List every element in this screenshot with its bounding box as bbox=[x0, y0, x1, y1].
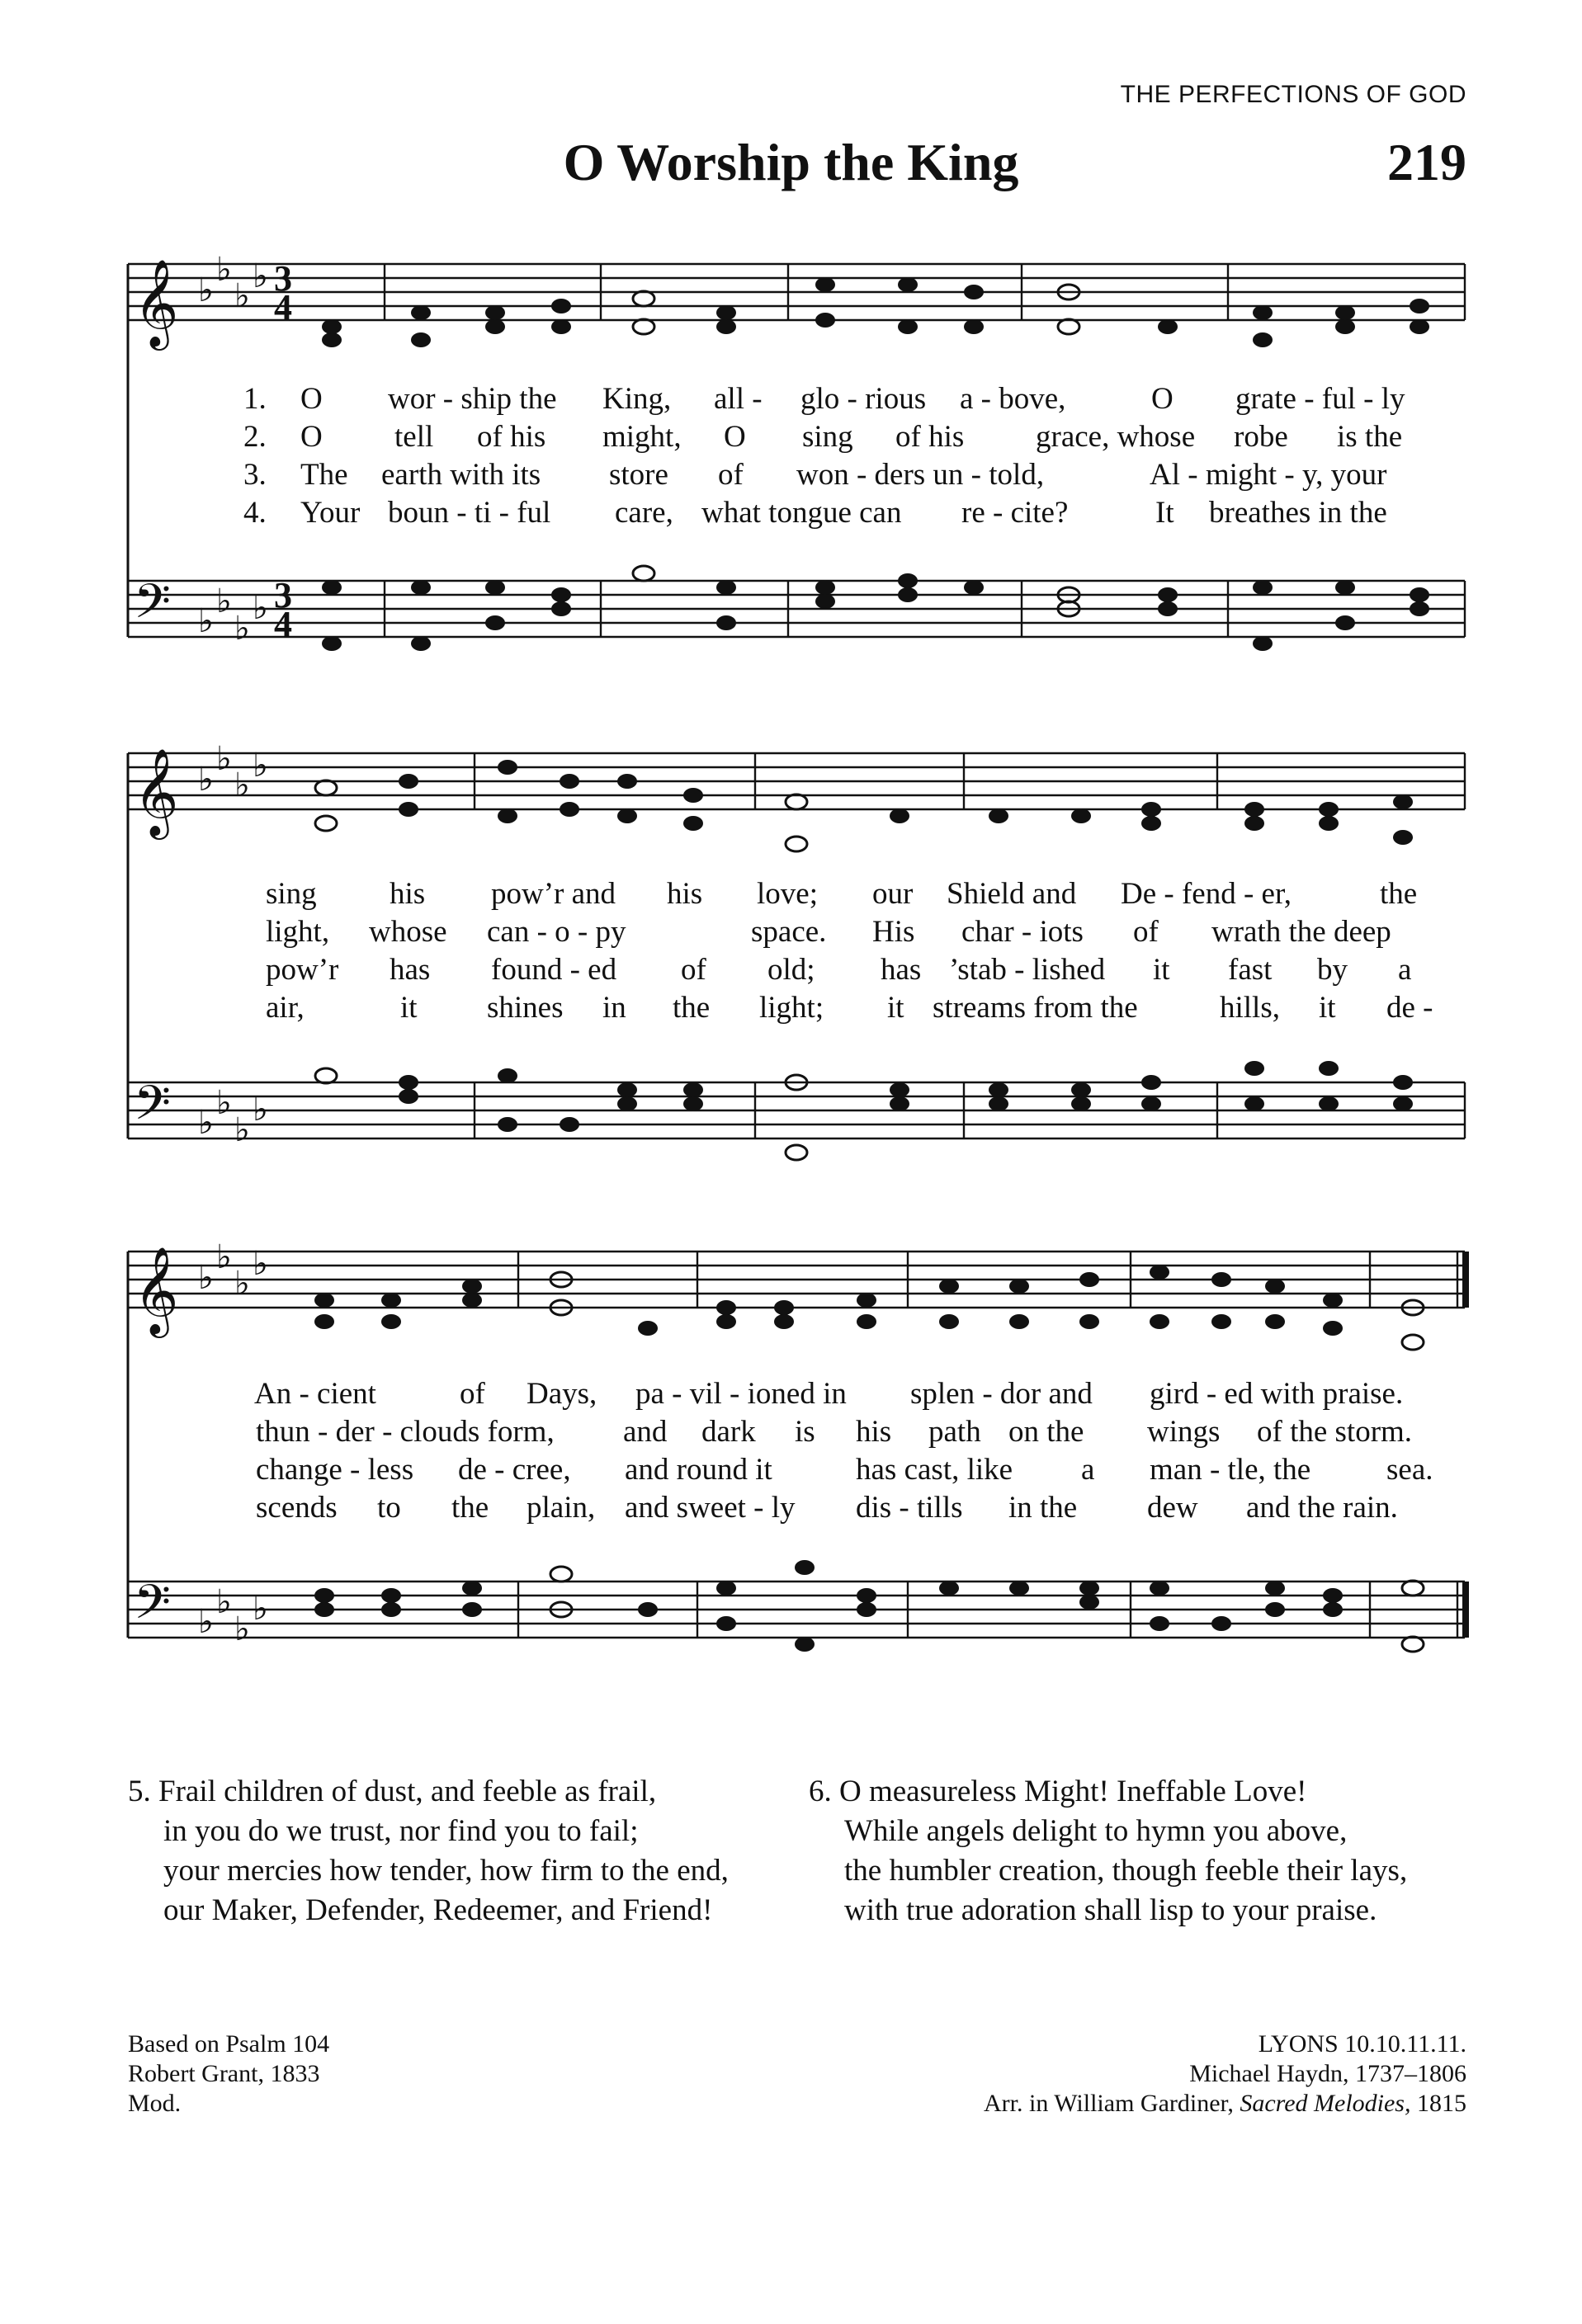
lyric-word: on the bbox=[1008, 1415, 1084, 1449]
credit-line: Robert Grant, 1833 bbox=[128, 2060, 320, 2087]
lyric-word: An - cient bbox=[254, 1377, 376, 1411]
lyric-word: change - less bbox=[256, 1453, 414, 1487]
lyric-word: won - ders un - told, bbox=[796, 458, 1045, 492]
lyric-word: his bbox=[667, 877, 703, 911]
svg-text:♭: ♭ bbox=[198, 1259, 214, 1297]
lyric-word: is bbox=[795, 1415, 815, 1449]
lyric-word: his bbox=[390, 877, 426, 911]
lyric-word: man - tle, the bbox=[1150, 1453, 1311, 1487]
lyric-word: scends bbox=[256, 1491, 338, 1525]
svg-text:♭: ♭ bbox=[234, 277, 250, 315]
svg-text:♭: ♭ bbox=[198, 271, 214, 309]
lyric-word: fast bbox=[1228, 953, 1273, 987]
tune-name: LYONS 10.10.11.11. bbox=[1258, 2030, 1466, 2058]
stanza-line: with true adoration shall lisp to your praise. bbox=[844, 1893, 1377, 1927]
lyric-word: by bbox=[1317, 953, 1348, 987]
svg-text:♭: ♭ bbox=[234, 1265, 250, 1303]
lyric-word: and sweet - ly bbox=[625, 1491, 796, 1525]
lyric-word: pa - vil - ioned in bbox=[635, 1377, 847, 1411]
lyric-word: can - o - py bbox=[487, 915, 626, 949]
lyric-word: earth with its bbox=[381, 458, 541, 492]
lyric-word: has bbox=[390, 953, 431, 987]
svg-text:♭: ♭ bbox=[198, 1603, 214, 1641]
time-sig-top: 3 bbox=[274, 258, 292, 299]
credit-line: Mod. bbox=[128, 2090, 182, 2117]
svg-text:♭: ♭ bbox=[253, 1245, 268, 1283]
lyric-word: The bbox=[300, 458, 348, 492]
lyric-word: our bbox=[872, 877, 914, 911]
svg-text:♭: ♭ bbox=[234, 1610, 250, 1648]
svg-text:♭: ♭ bbox=[253, 747, 268, 785]
lyric-word: light, bbox=[266, 915, 330, 949]
verse-number: 2. bbox=[243, 420, 267, 454]
lyric-word: O bbox=[724, 420, 746, 454]
lyric-word: whose bbox=[369, 915, 447, 949]
lyric-word: wrath the deep bbox=[1211, 915, 1391, 949]
lyric-word: in the bbox=[1008, 1491, 1078, 1525]
svg-text:𝄢: 𝄢 bbox=[134, 1075, 172, 1143]
lyric-word: what tongue can bbox=[701, 496, 902, 530]
lyric-word: of the storm. bbox=[1257, 1415, 1413, 1449]
arrangement-year: 1815 bbox=[1410, 2090, 1466, 2117]
stanza-6 bbox=[809, 1772, 1407, 1930]
svg-text:♭: ♭ bbox=[216, 251, 232, 289]
lyric-word: dew bbox=[1147, 1491, 1198, 1525]
svg-text:♭: ♭ bbox=[253, 589, 268, 627]
lyric-word: and bbox=[623, 1415, 668, 1449]
lyric-word: might, bbox=[602, 420, 682, 454]
svg-text:♭: ♭ bbox=[216, 582, 232, 620]
lyric-word: His bbox=[872, 915, 915, 949]
lyric-word: to bbox=[377, 1491, 401, 1525]
lyric-word: of bbox=[718, 458, 744, 492]
lyric-word: it bbox=[1153, 953, 1170, 987]
lyric-word: shines bbox=[487, 991, 564, 1025]
stanza-line: in you do we trust, nor find you to fail; bbox=[163, 1814, 639, 1848]
lyric-word: the bbox=[673, 991, 711, 1025]
credit-line: Based on Psalm 104 bbox=[128, 2030, 330, 2058]
lyric-word: char - iots bbox=[961, 915, 1084, 949]
lyric-word: hills, bbox=[1220, 991, 1280, 1025]
svg-text:𝄢: 𝄢 bbox=[134, 1574, 172, 1642]
svg-text:♭: ♭ bbox=[198, 602, 214, 640]
lyric-word: care, bbox=[615, 496, 673, 530]
stanza-5 bbox=[128, 1772, 729, 1930]
lyric-word: dis - tills bbox=[856, 1491, 963, 1525]
lyric-word: and the rain. bbox=[1246, 1491, 1398, 1525]
stanza-number: 5. bbox=[128, 1775, 151, 1808]
lyric-word: tell bbox=[394, 420, 434, 454]
svg-text:𝄞: 𝄞 bbox=[134, 747, 179, 836]
lyric-word: de - cree, bbox=[458, 1453, 571, 1487]
text-credits bbox=[128, 2029, 329, 2119]
lyric-word: Al - might - y, your bbox=[1150, 458, 1387, 492]
lyric-word: has bbox=[881, 953, 922, 987]
lyric-word: the bbox=[1380, 877, 1418, 911]
lyric-word: all - bbox=[714, 382, 763, 416]
lyric-word: sea. bbox=[1386, 1453, 1433, 1487]
svg-text:𝄞: 𝄞 bbox=[134, 258, 179, 346]
lyric-word: O bbox=[1151, 382, 1174, 416]
lyric-word: O bbox=[300, 420, 323, 454]
lyric-word: wor - ship the bbox=[388, 382, 557, 416]
stanza-number: 6. bbox=[809, 1775, 832, 1808]
time-sig-bottom: 4 bbox=[274, 287, 292, 328]
hymn-number: 219 bbox=[1387, 133, 1466, 191]
lyric-word: De - fend - er, bbox=[1121, 877, 1292, 911]
music-credits bbox=[984, 2029, 1466, 2119]
lyric-word: air, bbox=[266, 991, 305, 1025]
lyric-word: is the bbox=[1337, 420, 1403, 454]
svg-text:♭: ♭ bbox=[216, 1583, 232, 1621]
lyric-word: thun - der - clouds form, bbox=[256, 1415, 555, 1449]
lyric-word: gird - ed with praise. bbox=[1150, 1377, 1404, 1411]
lyric-word: of bbox=[681, 953, 706, 987]
lyric-word: breathes in the bbox=[1209, 496, 1387, 530]
lyric-word: Days, bbox=[527, 1377, 597, 1411]
lyric-word: Shield and bbox=[947, 877, 1077, 911]
lyric-word: pow’r bbox=[266, 953, 339, 987]
arrangement-credit bbox=[984, 2089, 1466, 2119]
lyric-word: sing bbox=[802, 420, 853, 454]
svg-text:♭: ♭ bbox=[216, 740, 232, 778]
lyric-word: his bbox=[856, 1415, 892, 1449]
svg-text:𝄞: 𝄞 bbox=[134, 1246, 179, 1334]
lyric-word: love; bbox=[757, 877, 818, 911]
svg-text:♭: ♭ bbox=[216, 1084, 232, 1122]
lyric-word: light; bbox=[759, 991, 824, 1025]
verse-number: 4. bbox=[243, 496, 267, 530]
lyric-word: a bbox=[1398, 953, 1412, 987]
lyric-word: grate - ful - ly bbox=[1235, 382, 1405, 416]
lyric-word: path bbox=[928, 1415, 981, 1449]
verse-number: 3. bbox=[243, 458, 267, 492]
lyric-word: a - bove, bbox=[960, 382, 1066, 416]
lyric-word: grace, whose bbox=[1036, 420, 1196, 454]
svg-text:♭: ♭ bbox=[253, 257, 268, 295]
stanza-line: our Maker, Defender, Redeemer, and Friend! bbox=[163, 1893, 713, 1927]
svg-text:♭: ♭ bbox=[198, 1104, 214, 1142]
lyric-word: splen - dor and bbox=[910, 1377, 1093, 1411]
lyric-word: of his bbox=[895, 420, 965, 454]
composer-credit: Michael Haydn, 1737–1806 bbox=[1189, 2060, 1466, 2087]
lyric-word: ’stab - lished bbox=[949, 953, 1106, 987]
svg-text:♭: ♭ bbox=[234, 610, 250, 648]
stanza-line: While angels delight to hymn you above, bbox=[844, 1814, 1348, 1848]
lyric-word: sing bbox=[266, 877, 317, 911]
hymn-title: O Worship the King bbox=[563, 133, 1019, 191]
lyric-word: it bbox=[400, 991, 418, 1025]
stanza-line: the humbler creation, though feeble their lays, bbox=[844, 1854, 1408, 1888]
lyric-word: glo - rious bbox=[800, 382, 927, 416]
lyric-word: streams from the bbox=[933, 991, 1138, 1025]
lyric-word: in bbox=[602, 991, 626, 1025]
lyric-word: found - ed bbox=[491, 953, 617, 987]
lyric-word: and round it bbox=[625, 1453, 772, 1487]
lyric-word: space. bbox=[751, 915, 827, 949]
section-heading: THE PERFECTIONS OF GOD bbox=[1120, 81, 1466, 108]
lyric-word: It bbox=[1155, 496, 1174, 530]
stanza-line: O measureless Might! Ineffable Love! bbox=[839, 1775, 1307, 1808]
svg-text:♭: ♭ bbox=[198, 761, 214, 799]
lyric-word: old; bbox=[767, 953, 815, 987]
lyric-word: of bbox=[1133, 915, 1159, 949]
lyric-word: a bbox=[1081, 1453, 1095, 1487]
lyric-word: it bbox=[1319, 991, 1336, 1025]
lyric-word: dark bbox=[701, 1415, 756, 1449]
stanza-line: Frail children of dust, and feeble as frail, bbox=[158, 1775, 657, 1808]
lyric-word: O bbox=[300, 382, 323, 416]
verse-number: 1. bbox=[243, 382, 267, 416]
arrangement-prefix: Arr. in William Gardiner, bbox=[984, 2090, 1240, 2117]
svg-text:𝄢: 𝄢 bbox=[134, 573, 172, 641]
svg-text:♭: ♭ bbox=[253, 1590, 268, 1628]
svg-text:♭: ♭ bbox=[216, 1238, 232, 1276]
lyric-word: wings bbox=[1147, 1415, 1221, 1449]
svg-text:3: 3 bbox=[274, 575, 292, 615]
lyric-word: Your bbox=[300, 496, 361, 530]
svg-text:♭: ♭ bbox=[234, 1111, 250, 1149]
lyric-word: plain, bbox=[527, 1491, 596, 1525]
lyric-word: of bbox=[460, 1377, 485, 1411]
svg-text:4: 4 bbox=[274, 604, 292, 644]
lyric-word: King, bbox=[602, 382, 672, 416]
lyric-word: the bbox=[451, 1491, 489, 1525]
svg-text:♭: ♭ bbox=[234, 766, 250, 804]
stanza-line: your mercies how tender, how firm to the end, bbox=[163, 1854, 729, 1888]
lyric-word: it bbox=[887, 991, 904, 1025]
lyric-word: re - cite? bbox=[961, 496, 1069, 530]
arrangement-source: Sacred Melodies, bbox=[1240, 2090, 1411, 2117]
lyric-word: pow’r and bbox=[491, 877, 616, 911]
svg-text:♭: ♭ bbox=[253, 1091, 268, 1129]
lyric-word: de - bbox=[1386, 991, 1433, 1025]
lyric-word: robe bbox=[1234, 420, 1288, 454]
lyric-word: has cast, like bbox=[856, 1453, 1013, 1487]
lyric-word: store bbox=[609, 458, 668, 492]
lyric-word: boun - ti - ful bbox=[388, 496, 551, 530]
lyric-word: of his bbox=[477, 420, 546, 454]
